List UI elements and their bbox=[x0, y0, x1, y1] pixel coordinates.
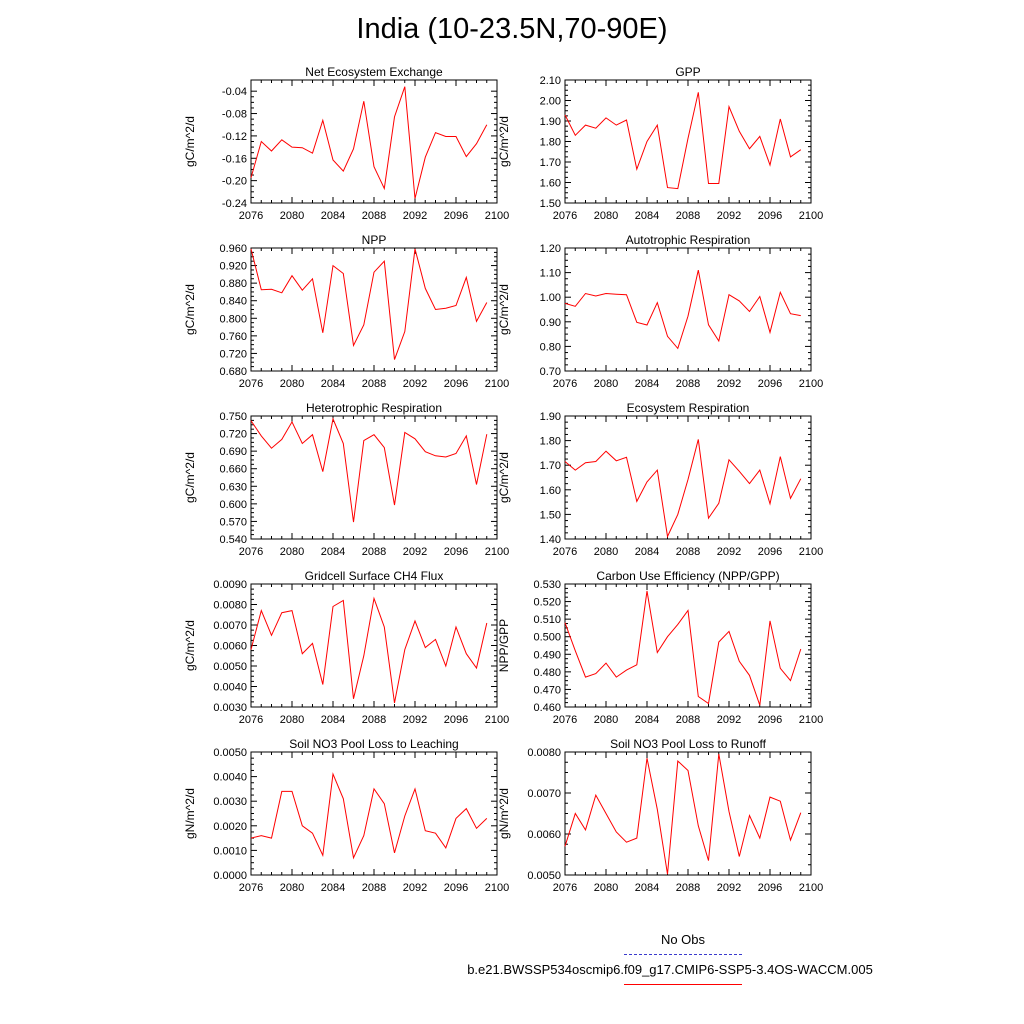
x-tick-label: 2088 bbox=[675, 714, 701, 726]
y-axis-label: gC/m^2/d bbox=[183, 620, 197, 671]
chart-panel bbox=[497, 401, 823, 558]
x-tick-label: 2100 bbox=[798, 210, 824, 222]
x-tick-label: 2096 bbox=[443, 882, 469, 894]
x-tick-label: 2088 bbox=[361, 714, 387, 726]
x-tick-label: 2088 bbox=[675, 378, 701, 390]
y-tick-label: 0.0060 bbox=[213, 640, 247, 653]
x-tick-label: 2096 bbox=[443, 378, 469, 390]
y-tick-label: 0.0070 bbox=[527, 788, 561, 800]
plot-frame bbox=[251, 80, 497, 203]
x-tick-label: 2100 bbox=[798, 546, 824, 558]
x-tick-label: 2100 bbox=[484, 546, 510, 558]
x-tick-label: 2076 bbox=[238, 882, 264, 894]
x-tick-label: 2076 bbox=[552, 210, 578, 222]
panel-title: Ecosystem Respiration bbox=[626, 401, 750, 415]
x-tick-label: 2092 bbox=[716, 210, 742, 222]
x-tick-label: 2092 bbox=[716, 714, 742, 726]
x-tick-label: 2096 bbox=[757, 882, 783, 894]
x-tick-label: 2084 bbox=[320, 714, 346, 726]
y-tick-label: 0.0080 bbox=[527, 747, 561, 759]
plot-frame bbox=[565, 584, 811, 707]
x-tick-label: 2088 bbox=[361, 210, 387, 222]
y-tick-label: 0.760 bbox=[219, 330, 247, 343]
y-axis-label: gC/m^2/d bbox=[183, 284, 197, 335]
y-tick-label: 0.0030 bbox=[213, 702, 247, 714]
y-tick-label: 0.800 bbox=[219, 313, 247, 326]
x-tick-label: 2088 bbox=[675, 546, 701, 558]
x-tick-label: 2084 bbox=[634, 714, 660, 726]
x-tick-label: 2080 bbox=[593, 882, 619, 894]
series-line bbox=[251, 249, 487, 360]
y-tick-label: 0.470 bbox=[533, 684, 561, 697]
y-tick-label: 0.0070 bbox=[213, 620, 247, 632]
y-tick-label: 1.20 bbox=[539, 243, 561, 255]
y-tick-label: 0.0050 bbox=[213, 747, 247, 759]
chart-panel bbox=[183, 233, 509, 390]
y-tick-label: -0.04 bbox=[221, 86, 247, 99]
legend-obs-line bbox=[624, 954, 742, 955]
plot-frame bbox=[565, 80, 811, 203]
y-tick-label: 0.630 bbox=[219, 481, 247, 494]
x-tick-label: 2088 bbox=[361, 882, 387, 894]
panel-title: Gridcell Surface CH4 Flux bbox=[304, 569, 444, 583]
x-tick-label: 2084 bbox=[634, 546, 660, 558]
series-line bbox=[251, 598, 487, 703]
y-tick-label: 0.80 bbox=[539, 341, 561, 354]
x-tick-label: 2084 bbox=[634, 210, 660, 222]
y-tick-label: 1.80 bbox=[539, 435, 561, 448]
y-tick-label: 0.660 bbox=[219, 463, 247, 476]
x-tick-label: 2092 bbox=[716, 546, 742, 558]
x-tick-label: 2100 bbox=[798, 378, 824, 390]
y-tick-label: 0.520 bbox=[533, 596, 561, 609]
x-tick-label: 2088 bbox=[675, 882, 701, 894]
y-tick-label: -0.12 bbox=[221, 130, 247, 143]
x-tick-label: 2076 bbox=[552, 882, 578, 894]
series-line bbox=[251, 419, 487, 522]
series-line bbox=[565, 439, 801, 536]
x-tick-label: 2092 bbox=[402, 714, 428, 726]
page-title: India (10-23.5N,70-90E) bbox=[356, 13, 668, 45]
y-tick-label: 0.880 bbox=[219, 278, 247, 291]
x-tick-label: 2080 bbox=[593, 714, 619, 726]
y-tick-label: 1.90 bbox=[539, 411, 561, 423]
y-tick-label: 0.680 bbox=[219, 366, 247, 378]
y-tick-label: 1.90 bbox=[539, 116, 561, 128]
x-tick-label: 2100 bbox=[798, 714, 824, 726]
y-tick-label: 1.60 bbox=[539, 177, 561, 190]
panel-title: Soil NO3 Pool Loss to Runoff bbox=[610, 737, 766, 751]
y-axis-label: gN/m^2/d bbox=[183, 788, 197, 839]
x-tick-label: 2092 bbox=[716, 378, 742, 390]
y-tick-label: 0.0060 bbox=[527, 829, 561, 841]
y-tick-label: -0.24 bbox=[221, 198, 247, 210]
y-axis-label: gC/m^2/d bbox=[497, 116, 511, 167]
y-tick-label: 0.90 bbox=[539, 316, 561, 329]
x-tick-label: 2084 bbox=[634, 882, 660, 894]
x-tick-label: 2096 bbox=[443, 714, 469, 726]
chart-panel bbox=[497, 737, 823, 894]
y-tick-label: 1.60 bbox=[539, 484, 561, 497]
plot-frame bbox=[251, 248, 497, 371]
chart-panel bbox=[183, 737, 509, 894]
y-tick-label: -0.20 bbox=[221, 175, 247, 188]
x-tick-label: 2076 bbox=[238, 378, 264, 390]
y-tick-label: 0.70 bbox=[539, 366, 561, 378]
x-tick-label: 2084 bbox=[634, 378, 660, 390]
x-tick-label: 2092 bbox=[716, 882, 742, 894]
y-tick-label: 0.0050 bbox=[527, 870, 561, 882]
series-line bbox=[251, 87, 487, 199]
y-tick-label: -0.08 bbox=[221, 108, 247, 121]
x-tick-label: 2092 bbox=[402, 882, 428, 894]
y-tick-label: 0.0020 bbox=[213, 820, 247, 833]
panel-title: NPP bbox=[361, 233, 387, 247]
y-tick-label: 0.530 bbox=[533, 579, 561, 591]
y-tick-label: 0.0000 bbox=[213, 870, 247, 882]
x-tick-label: 2084 bbox=[320, 546, 346, 558]
chart-panel bbox=[183, 401, 509, 558]
x-tick-label: 2076 bbox=[238, 714, 264, 726]
y-tick-label: 1.70 bbox=[539, 460, 561, 473]
x-tick-label: 2092 bbox=[402, 210, 428, 222]
x-tick-label: 2076 bbox=[552, 546, 578, 558]
x-tick-label: 2080 bbox=[593, 378, 619, 390]
y-tick-label: 0.0040 bbox=[213, 681, 247, 694]
y-tick-label: 1.80 bbox=[539, 136, 561, 149]
chart-panel bbox=[497, 233, 823, 390]
y-tick-label: 0.0040 bbox=[213, 771, 247, 784]
x-tick-label: 2084 bbox=[320, 882, 346, 894]
x-tick-label: 2076 bbox=[552, 378, 578, 390]
x-tick-label: 2080 bbox=[593, 210, 619, 222]
y-axis-label: gC/m^2/d bbox=[183, 116, 197, 167]
y-axis-label: gC/m^2/d bbox=[497, 284, 511, 335]
x-tick-label: 2076 bbox=[238, 210, 264, 222]
series-line bbox=[251, 774, 487, 858]
x-tick-label: 2080 bbox=[279, 546, 305, 558]
y-tick-label: 0.720 bbox=[219, 348, 247, 361]
series-line bbox=[565, 754, 801, 874]
y-tick-label: 1.00 bbox=[539, 292, 561, 305]
x-tick-label: 2080 bbox=[279, 378, 305, 390]
chart-panel bbox=[183, 65, 509, 222]
y-tick-label: 2.00 bbox=[539, 95, 561, 108]
y-tick-label: 0.570 bbox=[219, 516, 247, 529]
y-axis-label: gN/m^2/d bbox=[497, 788, 511, 839]
panel-title: GPP bbox=[675, 65, 701, 79]
y-tick-label: 1.40 bbox=[539, 534, 561, 546]
x-tick-label: 2096 bbox=[757, 714, 783, 726]
x-tick-label: 2100 bbox=[484, 714, 510, 726]
y-axis-label: gC/m^2/d bbox=[497, 452, 511, 503]
series-line bbox=[565, 591, 801, 705]
y-tick-label: 0.690 bbox=[219, 446, 247, 459]
panel-title: Net Ecosystem Exchange bbox=[305, 65, 443, 79]
y-tick-label: 0.960 bbox=[219, 243, 247, 255]
y-tick-label: 0.460 bbox=[533, 702, 561, 714]
x-tick-label: 2088 bbox=[361, 378, 387, 390]
y-tick-label: 2.10 bbox=[539, 75, 561, 87]
x-tick-label: 2088 bbox=[361, 546, 387, 558]
x-tick-label: 2076 bbox=[238, 546, 264, 558]
y-tick-label: -0.16 bbox=[221, 153, 247, 166]
y-tick-label: 0.490 bbox=[533, 649, 561, 662]
y-tick-label: 1.70 bbox=[539, 157, 561, 169]
panel-title: Heterotrophic Respiration bbox=[305, 401, 443, 415]
x-tick-label: 2080 bbox=[279, 882, 305, 894]
y-axis-label: gC/m^2/d bbox=[183, 452, 197, 503]
x-tick-label: 2092 bbox=[402, 378, 428, 390]
legend-run-label: b.e21.BWSSP534oscmip6.f09_g17.CMIP6-SSP5-3.4OS-WACCM.005 bbox=[467, 962, 873, 977]
x-tick-label: 2100 bbox=[798, 882, 824, 894]
series-line bbox=[565, 270, 801, 348]
plot-frame bbox=[565, 248, 811, 371]
x-tick-label: 2100 bbox=[484, 882, 510, 894]
y-axis-label: NPP/GPP bbox=[497, 618, 511, 673]
chart-panel bbox=[183, 569, 509, 726]
y-tick-label: 1.50 bbox=[539, 198, 561, 210]
y-tick-label: 0.480 bbox=[533, 666, 561, 679]
y-tick-label: 1.50 bbox=[539, 509, 561, 522]
y-tick-label: 0.540 bbox=[219, 534, 247, 546]
x-tick-label: 2096 bbox=[757, 378, 783, 390]
x-tick-label: 2096 bbox=[443, 210, 469, 222]
legend-obs-label: No Obs bbox=[660, 932, 706, 947]
x-tick-label: 2080 bbox=[279, 210, 305, 222]
y-tick-label: 0.750 bbox=[219, 411, 247, 423]
x-tick-label: 2100 bbox=[484, 210, 510, 222]
x-tick-label: 2088 bbox=[675, 210, 701, 222]
x-tick-label: 2100 bbox=[484, 378, 510, 390]
y-tick-label: 0.840 bbox=[219, 295, 247, 308]
x-tick-label: 2076 bbox=[552, 714, 578, 726]
y-tick-label: 0.920 bbox=[219, 260, 247, 273]
x-tick-label: 2084 bbox=[320, 210, 346, 222]
y-tick-label: 0.0030 bbox=[213, 796, 247, 809]
y-tick-label: 0.0080 bbox=[213, 599, 247, 612]
plot-frame bbox=[251, 584, 497, 707]
legend-run-line bbox=[624, 984, 742, 985]
y-tick-label: 0.510 bbox=[533, 614, 561, 627]
panel-title: Soil NO3 Pool Loss to Leaching bbox=[289, 737, 459, 751]
y-tick-label: 0.500 bbox=[533, 631, 561, 644]
y-tick-label: 0.600 bbox=[219, 498, 247, 511]
x-tick-label: 2080 bbox=[593, 546, 619, 558]
x-tick-label: 2096 bbox=[443, 546, 469, 558]
x-tick-label: 2096 bbox=[757, 546, 783, 558]
panel-title: Carbon Use Efficiency (NPP/GPP) bbox=[596, 569, 780, 583]
x-tick-label: 2080 bbox=[279, 714, 305, 726]
x-tick-label: 2092 bbox=[402, 546, 428, 558]
y-tick-label: 0.0050 bbox=[213, 661, 247, 673]
y-tick-label: 0.720 bbox=[219, 428, 247, 441]
x-tick-label: 2084 bbox=[320, 378, 346, 390]
chart-panel bbox=[497, 65, 823, 222]
y-tick-label: 0.0010 bbox=[213, 845, 247, 858]
plot-frame bbox=[251, 752, 497, 875]
series-line bbox=[565, 92, 801, 188]
y-tick-label: 1.10 bbox=[539, 267, 561, 280]
y-tick-label: 0.0090 bbox=[213, 579, 247, 591]
chart-panel bbox=[497, 569, 823, 726]
panel-title: Autotrophic Respiration bbox=[625, 233, 751, 247]
x-tick-label: 2096 bbox=[757, 210, 783, 222]
